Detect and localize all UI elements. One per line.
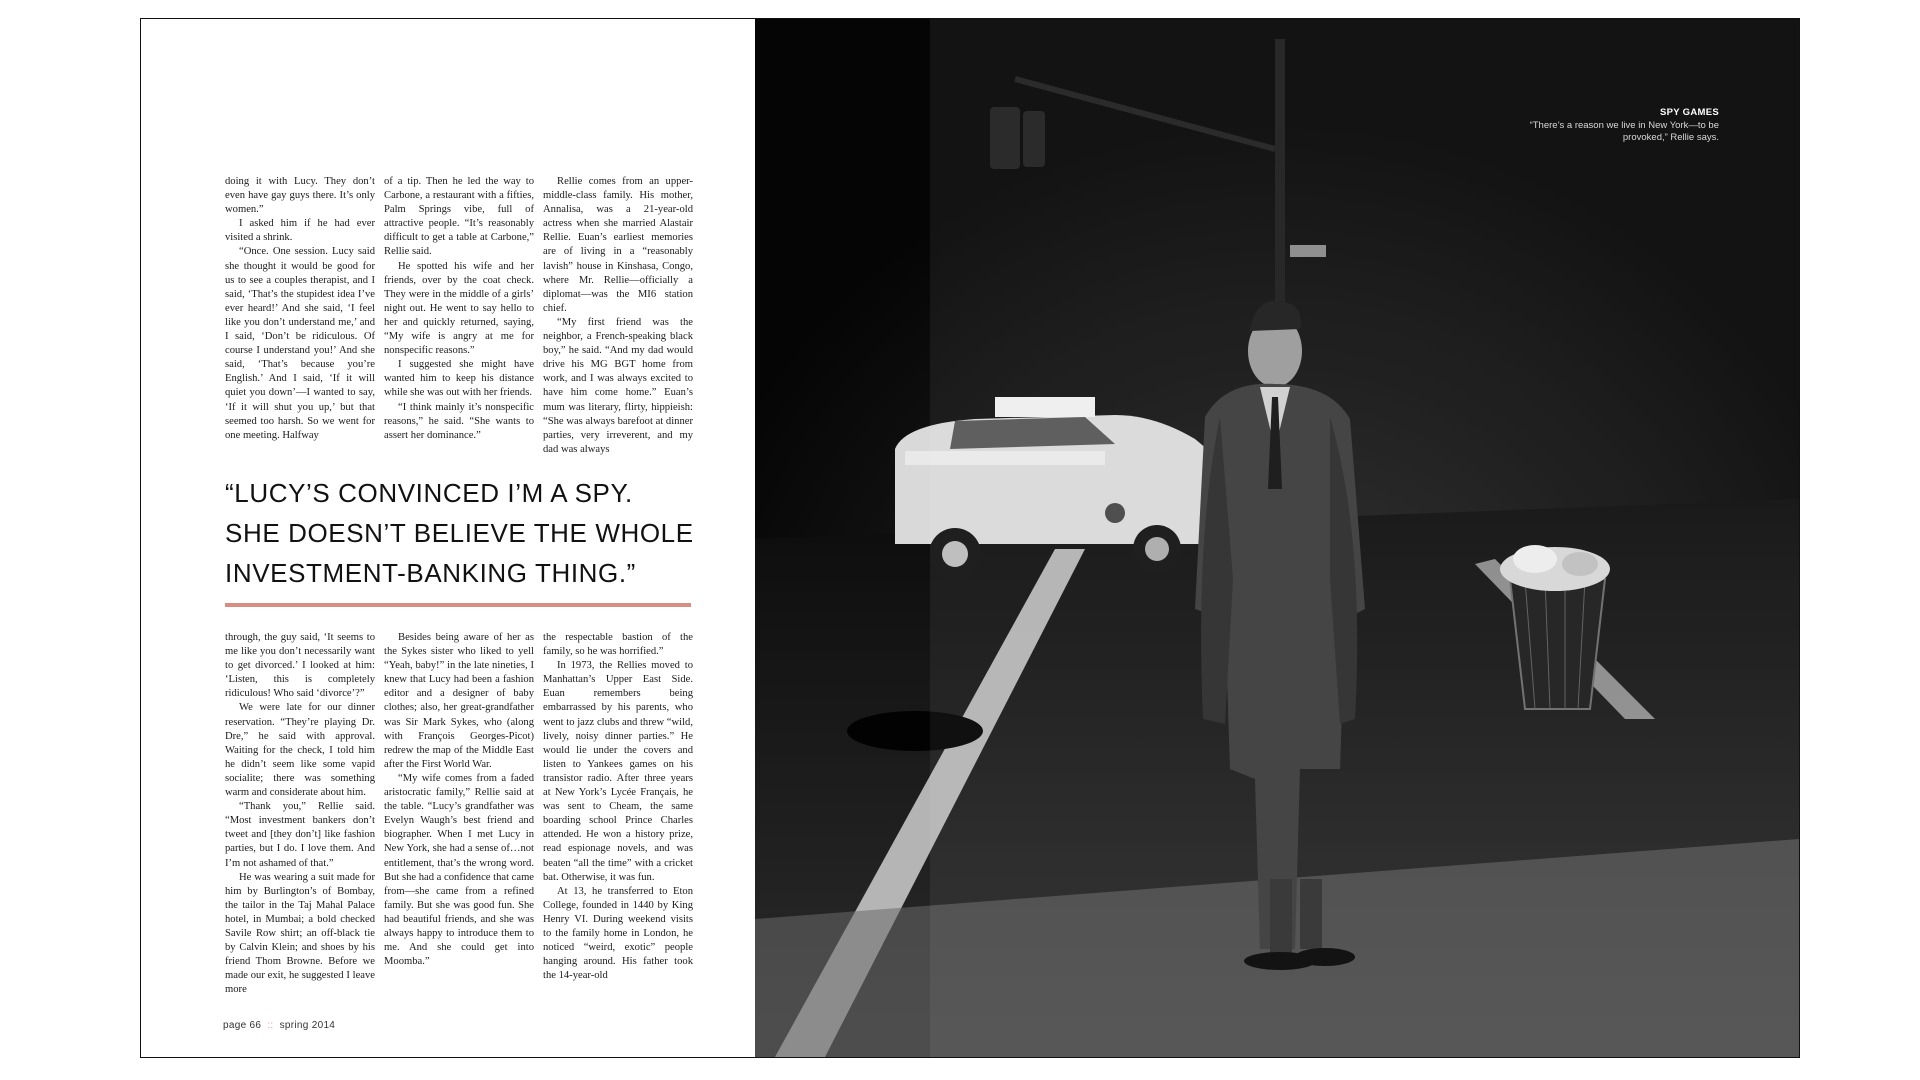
text-column-top-1: [225, 175, 375, 443]
paragraph: I suggested she might have wanted him to keep his distance while she was out with her friends.: [384, 359, 534, 399]
pull-quote-rule: [225, 603, 691, 607]
paragraph: At 13, he transferred to Eton College, founded in 1440 by King Henry VI. During weekend visits to the family home in London, he noticed “weird, exotic” people hanging around. His father took the 14-year-old: [543, 885, 693, 982]
paragraph: I asked him if he had ever visited a shrink.: [225, 218, 375, 244]
paragraph: He was wearing a suit made for him by Burlington’s of Bombay, the tailor in the Taj Mahal Palace hotel, in Mumbai; a bold checked Savile Row shirt; an off-black tie by Calvin Klein; and shoes by his friend Thom Browne. Before we made our exit, he suggested I leave more: [225, 871, 375, 996]
photo-illustration: [755, 19, 1799, 1057]
caption-text: “There’s a reason we live in New York—to be provoked,” Rellie says.: [1529, 119, 1719, 143]
paragraph: “Once. One session. Lucy said she thought it would be good for us to see a couples therapist, and I said, ‘That’s the stupidest idea I’ve ever heard!’ And she said, ‘I feel like you don’t understand me,’ and I said, ‘Don’t be ridiculous. Of course I understand you!’ And she said, ‘That’s because you’re English.’ And I said, ‘If it will quiet you down’—I wanted to say, ‘If it will shut you up,’ but that seemed too harsh. So we went for one meeting. Halfway: [225, 246, 375, 441]
paragraph: doing it with Lucy. They don’t even have gay guys there. It’s only women.”: [225, 176, 375, 216]
photo-caption: [1519, 107, 1719, 145]
page-folio: [223, 1020, 335, 1031]
folio-page: page 66: [223, 1020, 262, 1031]
text-column-bottom-1: [225, 631, 375, 997]
paragraph: “Thank you,” Rellie said. “Most investment bankers don’t tweet and [they don’t] like fashion parties, but I do. I love them. And I’m not ashamed of that.”: [225, 801, 375, 869]
pull-quote-line: “LUCY’S CONVINCED I’M A SPY.: [225, 478, 633, 508]
light-band: [930, 19, 1799, 1057]
paragraph: through, the guy said, ‘It seems to me like you don’t necessarily want to get divorced.’ I looked at him: ‘Listen, this is completely ridiculous! Who said ‘divorce’?”: [225, 632, 375, 700]
paragraph: Rellie comes from an upper-middle-class family. His mother, Annalisa, was a 21-year-old actress when she married Alastair Rellie. Euan’s earliest memories are of living in a “reasonably lavish” house in Kinshasa, Congo, where Mr. Rellie—officially a diplomat—was the MI6 station chief.: [543, 176, 693, 314]
caption-title: SPY GAMES: [1659, 107, 1719, 118]
paragraph: “My first friend was the neighbor, a French-speaking black boy,” he said. “And my dad would drive his MG BGT home from work, and I was always excited to have him come home.” Euan’s mum was literary, flirty, hippieish: “She was always barefoot at dinner parties, very irreverent, and my dad was always: [543, 316, 693, 455]
text-column-top-2: [384, 175, 534, 443]
paragraph: We were late for our dinner reservation. “They’re playing Dr. Dre,” he said with approval. Waiting for the check, I told him he didn’t seem like some vapid socialite; there was something warm and considerate about him.: [225, 702, 375, 799]
pull-quote-line: SHE DOESN’T BELIEVE THE WHOLE: [225, 518, 694, 548]
paragraph: In 1973, the Rellies moved to Manhattan’s Upper East Side. Euan remembers being embarrassed by his parents, who went to jazz clubs and threw “wild, lively, noisy dinner parties.” He would lie under the covers and listen to Yankees games on his transistor radio. After three years at New York’s Lycée Français, he was sent to Cheam, the same boarding school Prince Charles attended. He won a history prize, read espionage novels, and was beaten “all the time” with a cricket bat. Otherwise, it was fun.: [543, 660, 693, 883]
street-photo: [755, 19, 1799, 1057]
paragraph: the respectable bastion of the family, so he was horrified.”: [543, 632, 693, 658]
text-column-top-3: [543, 175, 693, 457]
folio-separator: ::: [267, 1020, 274, 1031]
paragraph: of a tip. Then he led the way to Carbone, a restaurant with a fifties, Palm Springs vibe, full of attractive people. “It’s reasonably difficult to get a table at Carbone,” Rellie said.: [384, 176, 534, 258]
magazine-spread: [140, 18, 1800, 1058]
paragraph: “I think mainly it’s nonspecific reasons,” he said. “She wants to assert her dominance.”: [384, 401, 534, 441]
pull-quote: [225, 473, 705, 593]
paragraph: Besides being aware of her as the Sykes sister who liked to yell “Yeah, baby!” in the late nineties, I knew that Lucy had been a fashion editor and a designer of baby clothes; also, her great-grandfather was Sir Mark Sykes, who (along with François Georges-Picot) redrew the map of the Middle East after the First World War.: [384, 632, 534, 770]
pull-quote-line: INVESTMENT-BANKING THING.”: [225, 558, 636, 588]
folio-issue: spring 2014: [279, 1020, 336, 1031]
paragraph: He spotted his wife and her friends, over by the coat check. They were in the middle of a girls’ night out. He went to say hello to her and quickly returned, saying, “My wife is angry at me for nonspecific reasons.”: [384, 260, 534, 357]
left-page: [141, 19, 755, 1057]
text-column-bottom-3: [543, 631, 693, 983]
paragraph: “My wife comes from a faded aristocratic family,” Rellie said at the table. “Lucy’s grandfather was Evelyn Waugh’s best friend and biographer. When I met Lucy in New York, she had a sense of…not entitlement, that’s the wrong word. But she had a confidence that came from—she came from a refined family. But she was good fun. She had beautiful friends, and she was always happy to introduce them to me. And she could get into Moomba.”: [384, 772, 535, 968]
text-column-bottom-2: [384, 631, 534, 969]
